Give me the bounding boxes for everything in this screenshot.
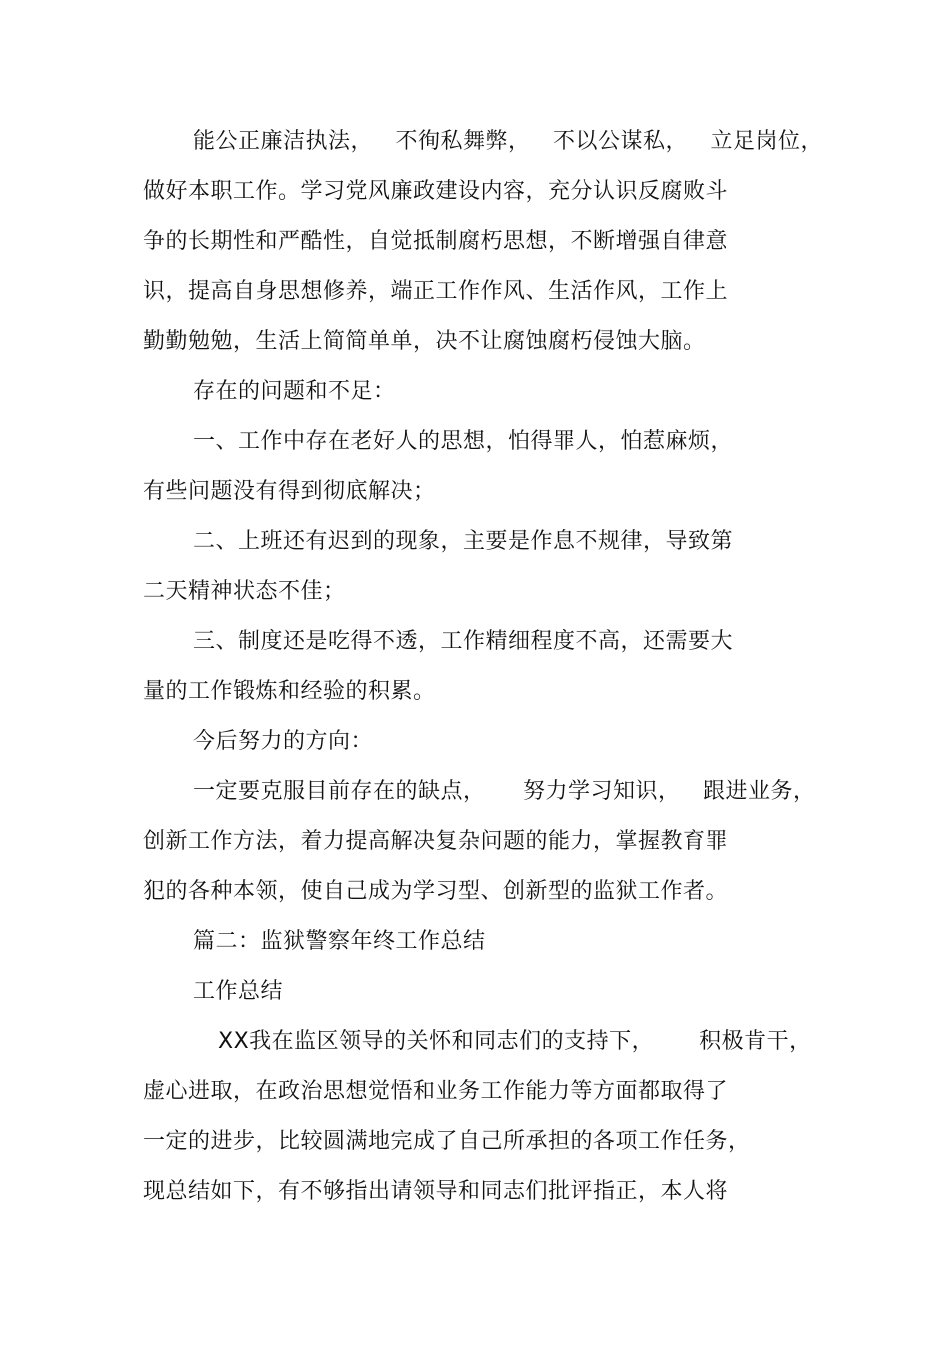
article-title: 篇二：监狱警察年终工作总结 — [193, 929, 486, 954]
list-item-line: 一、工作中存在老好人的思想，怕得罪人，怕惹麻烦， — [193, 429, 734, 454]
list-item-line: 二天精神状态不佳； — [143, 579, 346, 604]
paragraph-line: 识，提高自身思想修养，端正工作作风、生活作风，工作上 — [143, 279, 729, 304]
list-item-line: 有些问题没有得到彻底解决； — [143, 479, 436, 504]
paragraph-line: 创新工作方法，着力提高解决复杂问题的能力，掌握教育罪 — [143, 829, 729, 854]
paragraph-line: 虚心进取，在政治思想觉悟和业务工作能力等方面都取得了 — [143, 1079, 729, 1104]
list-item-line: 三、制度还是吃得不透，工作精细程度不高，还需要大 — [193, 629, 734, 654]
paragraph-line: 一定的进步，比较圆满地完成了自己所承担的各项工作任务， — [143, 1129, 751, 1154]
paragraph-line: 犯的各种本领，使自己成为学习型、创新型的监狱工作者。 — [143, 879, 729, 904]
section-heading: 今后努力的方向： — [193, 729, 374, 754]
paragraph-line: XX我在监区领导的关怀和同志们的支持下， 积极肯干， — [218, 1029, 812, 1054]
paragraph-line: 现总结如下，有不够指出请领导和同志们批评指正，本人将 — [143, 1179, 729, 1204]
list-item-line: 量的工作锻炼和经验的积累。 — [143, 679, 436, 704]
paragraph-line: 一定要克服目前存在的缺点， 努力学习知识， 跟进业务， — [193, 779, 816, 804]
article-subtitle: 工作总结 — [193, 979, 284, 1004]
section-heading: 存在的问题和不足： — [193, 379, 396, 404]
paragraph-line: 能公正廉洁执法， 不徇私舞弊， 不以公谋私， 立足岗位， — [193, 129, 823, 154]
paragraph-line: 争的长期性和严酷性，自觉抵制腐朽思想，不断增强自律意 — [143, 229, 729, 254]
list-item-line: 二、上班还有迟到的现象，主要是作息不规律，导致第 — [193, 529, 734, 554]
paragraph-line: 做好本职工作。学习党风廉政建设内容，充分认识反腐败斗 — [143, 179, 729, 204]
paragraph-line: 勤勤勉勉，生活上简简单单，决不让腐蚀腐朽侵蚀大脑。 — [143, 329, 706, 354]
